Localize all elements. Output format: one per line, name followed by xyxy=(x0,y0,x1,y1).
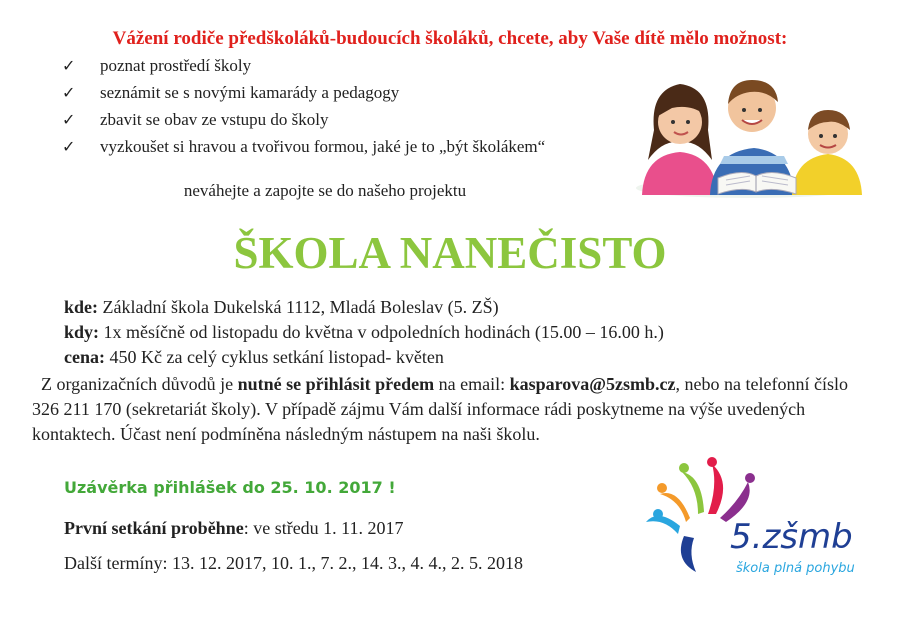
checkmark-icon: ✓ xyxy=(62,83,76,102)
info-price-value: 450 Kč za celý cyklus setkání listopad- květen xyxy=(104,347,444,367)
deadline-notice: Uzávěrka přihlášek do 25. 10. 2017 ! xyxy=(64,478,396,497)
paragraph-part2: na email: xyxy=(434,374,510,394)
check-item xyxy=(62,133,545,160)
check-item-text: vyzkoušet si hravou a tvořivou formou, jaké je to „být školákem“ xyxy=(100,137,546,156)
first-meeting xyxy=(64,518,404,539)
checkmark-icon: ✓ xyxy=(62,137,76,156)
checkmark-icon: ✓ xyxy=(62,56,76,75)
other-dates: Další termíny: 13. 12. 2017, 10. 1., 7. 2., 14. 3., 4. 4., 2. 5. 2018 xyxy=(64,553,523,573)
children-reading-photo xyxy=(632,60,864,200)
info-when-label: kdy: xyxy=(64,322,100,342)
check-item xyxy=(62,79,545,106)
paragraph-part1: Z organizačních důvodů je xyxy=(41,374,238,394)
first-meeting-label: První setkání proběhne xyxy=(64,518,244,538)
invite-text: neváhejte a zapojte se do našeho projektu xyxy=(183,181,467,200)
headline: Vážení rodiče předškoláků-budoucích školáků, chcete, aby Vaše dítě mělo možnost: xyxy=(112,28,788,49)
info-when-value: 1x měsíčně od listopadu do května v odpoledních hodinách (15.00 – 16.00 h.) xyxy=(99,322,664,342)
info-where-value: Základní škola Dukelská 1112, Mladá Boleslav (5. ZŠ) xyxy=(98,297,499,317)
check-item xyxy=(62,106,545,133)
checklist xyxy=(62,52,545,160)
info-price-label: cena: xyxy=(64,347,105,367)
check-item-text: zbavit se obav ze vstupu do školy xyxy=(100,110,329,129)
info-price xyxy=(64,347,444,368)
school-logo xyxy=(640,456,880,586)
paragraph-emphasis: nutné se přihlásit předem xyxy=(237,374,435,394)
logo-name: 5.zšmb xyxy=(730,517,853,557)
paragraph-part3: , nebo na telefonní číslo 326 211 170 (sekretariát školy). V případě zájmu Vám další informace rádi poskytneme na výše uvedených kontaktech. Účast není podmíněna následným nástupem na naši školu. xyxy=(32,374,848,444)
first-meeting-value: : ve středu 1. 11. 2017 xyxy=(243,518,404,538)
registration-paragraph xyxy=(32,372,872,447)
check-item-text: poznat prostředí školy xyxy=(100,56,252,75)
checkmark-icon: ✓ xyxy=(62,110,76,129)
contact-email-link[interactable]: kasparova@5zsmb.cz xyxy=(509,374,676,394)
check-item-text: seznámit se s novými kamarády a pedagogy xyxy=(100,83,400,102)
info-where xyxy=(64,297,499,318)
logo-tagline: škola plná pohybu xyxy=(736,561,855,576)
info-when xyxy=(64,322,664,343)
check-item xyxy=(62,52,545,79)
info-where-label: kde: xyxy=(64,297,99,317)
main-title: ŠKOLA NANEČISTO xyxy=(233,228,667,278)
